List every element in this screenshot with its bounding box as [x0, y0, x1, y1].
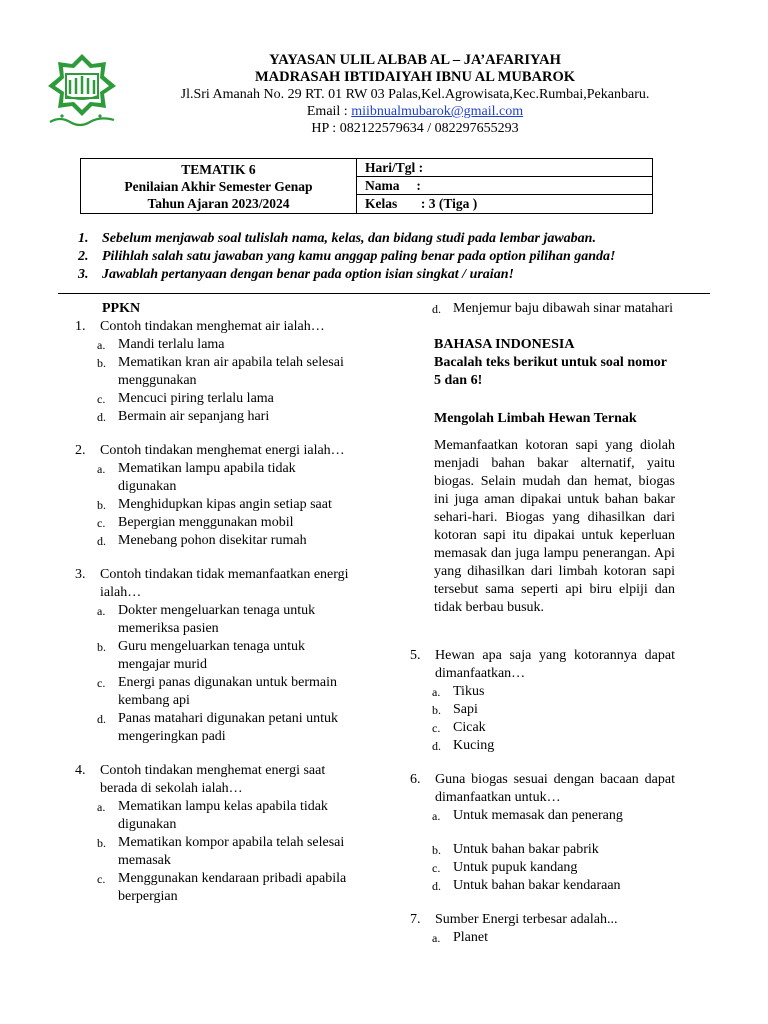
option-letter: b. [97, 498, 106, 512]
option-letter: c. [97, 676, 106, 690]
option-text: Menebang pohon disekitar rumah [118, 533, 307, 548]
option-letter: b. [97, 640, 106, 654]
option-d [75, 710, 350, 746]
option-text: Panas matahari digunakan petani untuk mengeringkan padi [118, 711, 339, 744]
option-letter: b. [97, 836, 106, 850]
option-letter: a. [432, 931, 441, 945]
option-b [410, 701, 675, 719]
section-title-bahasa: BAHASA INDONESIA [434, 337, 575, 352]
option-letter: a. [97, 604, 106, 618]
instruction-item [78, 248, 718, 266]
reading-title: Mengolah Limbah Hewan Ternak [434, 411, 637, 426]
option-c [410, 719, 675, 737]
date-field: Hari/Tgl : [357, 159, 652, 177]
option-c [75, 870, 350, 906]
option-b [75, 354, 350, 390]
option-c [75, 390, 350, 408]
question-text: Sumber Energi terbesar adalah... [435, 912, 618, 927]
option-c [75, 514, 350, 532]
phone-line: HP : 082122579634 / 082297655293 [311, 121, 519, 136]
letterhead [130, 52, 700, 137]
question-text: Contoh tindakan tidak memanfaatkan energi ialah… [100, 567, 349, 600]
option-d [410, 877, 675, 895]
option-a [75, 336, 350, 354]
option-text: Mematikan lampu kelas apabila tidak digunakan [118, 799, 328, 832]
option-text: Untuk bahan bakar pabrik [453, 842, 599, 857]
option-text: Mematikan kran air apabila telah selesai menggunakan [118, 355, 344, 388]
instruction-text: Sebelum menjawab soal tulislah nama, kelas, dan bidang studi pada lembar jawaban. [102, 231, 596, 246]
option-d [410, 300, 675, 318]
option-letter: a. [432, 809, 441, 823]
section-title-ppkn: PPKN [102, 301, 141, 316]
option-letter: c. [97, 872, 106, 886]
option-letter: b. [97, 356, 106, 370]
exam-title-cell [81, 159, 357, 214]
instructions-list [78, 230, 718, 284]
question-spacer [75, 746, 350, 762]
option-letter: a. [97, 338, 106, 352]
option-text: Menjemur baju dibawah sinar matahari [453, 301, 674, 316]
option-text: Mandi terlalu lama [118, 337, 225, 352]
option-text: Cicak [453, 720, 486, 735]
school-name: MADRASAH IBTIDAIYAH IBNU AL MUBAROK [254, 69, 576, 85]
option-b [410, 841, 675, 859]
question-number: 7. [410, 912, 421, 927]
option-letter: a. [97, 800, 106, 814]
option-a [75, 602, 350, 638]
exam-info-table [80, 158, 653, 214]
option-letter: d. [432, 739, 441, 753]
option-letter: c. [97, 516, 106, 530]
option-d [75, 408, 350, 426]
instruction-text: Jawablah pertanyaan dengan benar pada option isian singkat / uraian! [102, 267, 514, 282]
option-d [410, 737, 675, 755]
option-letter: c. [97, 392, 106, 406]
class-field: Kelas : 3 (Tiga ) [365, 196, 478, 211]
year-label: Tahun Ajaran 2023/2024 [147, 196, 290, 211]
question-4-continued [410, 300, 675, 318]
school-address: Jl.Sri Amanah No. 29 RT. 01 RW 03 Palas,Kel.Agrowisata,Kec.Rumbai,Pekanbaru. [180, 87, 650, 102]
instruction-number: 1. [78, 231, 89, 246]
option-spacer [410, 825, 675, 841]
question-text: Contoh tindakan menghemat air ialah… [100, 319, 325, 334]
school-logo [40, 50, 124, 128]
option-letter: a. [97, 462, 106, 476]
option-b [75, 496, 350, 514]
email-link[interactable]: miibnualmubarok@gmail.com [351, 104, 524, 119]
question-spacer [410, 755, 675, 771]
exam-label: Penilaian Akhir Semester Genap [124, 179, 313, 194]
option-text: Menggunakan kendaraan pribadi apabila berpergian [118, 871, 347, 904]
name-field: Nama : [357, 177, 652, 195]
option-text: Kucing [453, 738, 495, 753]
option-text: Untuk memasak dan penerang [453, 808, 623, 823]
option-text: Energi panas digunakan untuk bermain kembang api [118, 675, 338, 708]
divider-line [58, 293, 710, 294]
option-letter: c. [432, 861, 441, 875]
option-a [75, 460, 350, 496]
question-number: 3. [75, 567, 86, 582]
option-text: Mematikan lampu apabila tidak digunakan [118, 461, 296, 494]
madrasah-crest-icon [40, 50, 124, 128]
bahasa-header [410, 336, 675, 617]
option-a [410, 807, 675, 825]
question-text: Contoh tindakan menghemat energi ialah… [100, 443, 345, 458]
foundation-name: YAYASAN ULIL ALBAB AL – JA’AFARIYAH [269, 52, 561, 68]
question-spacer [75, 426, 350, 442]
option-text: Planet [453, 930, 488, 945]
left-column [75, 300, 350, 906]
option-text: Mematikan kompor apabila telah selesai memasak [118, 835, 345, 868]
option-text: Menghidupkan kipas angin setiap saat [118, 497, 332, 512]
question-6 [410, 771, 675, 807]
option-d [75, 532, 350, 550]
question-2 [75, 442, 350, 460]
instruction-item [78, 230, 718, 248]
email-label: Email : [306, 104, 352, 119]
option-letter: d. [97, 410, 106, 424]
question-5 [410, 647, 675, 683]
option-b [75, 834, 350, 870]
question-1 [75, 318, 350, 336]
option-letter: d. [432, 879, 441, 893]
question-number: 4. [75, 763, 86, 778]
option-text: Tikus [453, 684, 485, 699]
ppkn-questions [75, 318, 350, 906]
option-c [75, 674, 350, 710]
instruction-number: 3. [78, 267, 89, 282]
bahasa-questions [410, 647, 675, 947]
option-letter: a. [432, 685, 441, 699]
option-text: Untuk bahan bakar kendaraan [453, 878, 621, 893]
question-spacer [410, 895, 675, 911]
theme-label: TEMATIK 6 [181, 162, 256, 177]
option-text: Untuk pupuk kandang [453, 860, 578, 875]
option-text: Guru mengeluarkan tenaga untuk mengajar murid [118, 639, 305, 672]
option-letter: b. [432, 843, 441, 857]
student-fields-cell [357, 159, 653, 214]
email-line [130, 103, 700, 120]
question-text: Hewan apa saja yang kotorannya dapat dimanfaatkan… [435, 648, 675, 681]
instruction-number: 2. [78, 249, 89, 264]
option-a [75, 798, 350, 834]
question-text: Contoh tindakan menghemat energi saat berada di sekolah ialah… [100, 763, 326, 796]
question-7 [410, 911, 675, 929]
option-letter: b. [432, 703, 441, 717]
question-number: 5. [410, 648, 421, 663]
option-letter: c. [432, 721, 441, 735]
question-3 [75, 566, 350, 602]
question-number: 2. [75, 443, 86, 458]
option-text: Dokter mengeluarkan tenaga untuk memeriksa pasien [118, 603, 316, 636]
option-a [410, 929, 675, 947]
question-text: Guna biogas sesuai dengan bacaan dapat dimanfaatkan untuk… [435, 772, 675, 805]
reading-passage: Memanfaatkan kotoran sapi yang diolah menjadi bahan bakar alternatif, yaitu biogas. Selain mudah dan hemat, biogas ini juga aman dipakai untuk bahan bakar sehari-hari. Biogas yang dihasilkan dari kotoran sapi itu dipakai untuk keperluan memasak dan juga lampu penerangan. Api yang dihasilkan dari limbah kotoran sapi tersebut sama seperti api biru elpiji dan tidak berbau busuk. [434, 438, 675, 615]
option-c [410, 859, 675, 877]
right-column [410, 300, 675, 947]
option-b [75, 638, 350, 674]
option-letter: d. [432, 302, 441, 316]
question-number: 6. [410, 772, 421, 787]
question-4 [75, 762, 350, 798]
option-letter: d. [97, 712, 106, 726]
instruction-item [78, 266, 718, 284]
option-letter: d. [97, 534, 106, 548]
option-text: Sapi [453, 702, 478, 717]
option-text: Bermain air sepanjang hari [118, 409, 270, 424]
question-spacer [75, 550, 350, 566]
question-number: 1. [75, 319, 86, 334]
option-text: Bepergian menggunakan mobil [118, 515, 294, 530]
option-a [410, 683, 675, 701]
instruction-text: Pilihlah salah satu jawaban yang kamu anggap paling benar pada option pilihan ganda! [102, 249, 616, 264]
option-text: Mencuci piring terlalu lama [118, 391, 274, 406]
reading-instruction: Bacalah teks berikut untuk soal nomor 5 dan 6! [434, 355, 667, 388]
